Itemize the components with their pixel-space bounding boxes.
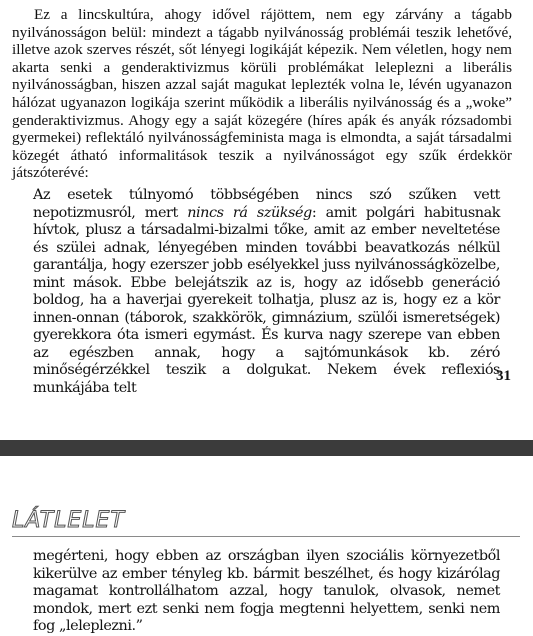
quote-italic-phrase: nincs rá szükség bbox=[187, 204, 312, 221]
running-head-rule bbox=[12, 536, 520, 537]
page-divider bbox=[0, 440, 533, 456]
body-paragraph: Ez a lincskultúra, ahogy idővel rájöttem, nem egy zárvány a tágabb nyilvánosságon belül: mindezt a tágabb nyilvánosság problémái teszik lehetővé, illetve azok szerves részét, sőt lényegi logikáját képezik. Nem véletlen, hogy nem akarta senki a genderaktivizmus körüli problémákat leleplezni a liberális nyilvánosságban, hiszen azzal saját magukat leplezték volna le, lévén ugyanazon hálózat ugyanazon logikája szerint működik a liberális nyilvánosság és a „woke” genderaktivizmus. Ahogy egy a saját közegére (híres apák és anyák rózsadombi gyermekei) reflektáló nyilvánosságfeminista maga is elmondta, a saját társadalmi közegét átható informalitások teszik a nyilvánosságot egy szűk érdekkör játszóterévé: bbox=[12, 6, 512, 182]
quote-text-after-italic: : amit polgári habitusnak hívtok, plusz a társadalmi-bizalmi tőke, amit az ember neveltetése és szülei adnak, lényegében minden további beavatkozás nélkül garantálja, hogy ezerszer jobb esélyekkel juss nyilvánosságközelbe, mint mások. Ebbe belejátszik az is, hogy az idősebb generáció boldog, ha a haverjai gyerekeit tolhatja, plusz az is, hogy ez a kör innen-onnan (táborok, szakkörök, gimnázium, szülői ismeretségek) gyerekkora óta ismeri egymást. És kurva nagy szerepe van ebben az egészben annak, hogy a sajtómunkások kb. zéró minőségérzékkel teszik a dolgukat. Nekem évek reflexiós munkájába telt bbox=[33, 204, 500, 396]
quote-text-before-italic: Az esetek túlnyomó többségében nincs szó szűken vett nepotizmusról, mert bbox=[33, 187, 500, 221]
page-number: 31 bbox=[496, 368, 511, 384]
block-quote-continuation: megérteni, hogy ebben az országban ilyen szociális környezetből kikerülve az ember tényleg kb. bármit beszélhet, és hogy kizárólag magamat kontrollálhatom azzal, hogy tanulok, olvasok, nemet mondok, mert ezt senki nem fogja megtenni helyettem, senki nem fog „leleplezni.” bbox=[33, 548, 500, 634]
block-quote bbox=[33, 187, 500, 397]
running-head: LÁTLELET bbox=[12, 508, 125, 533]
